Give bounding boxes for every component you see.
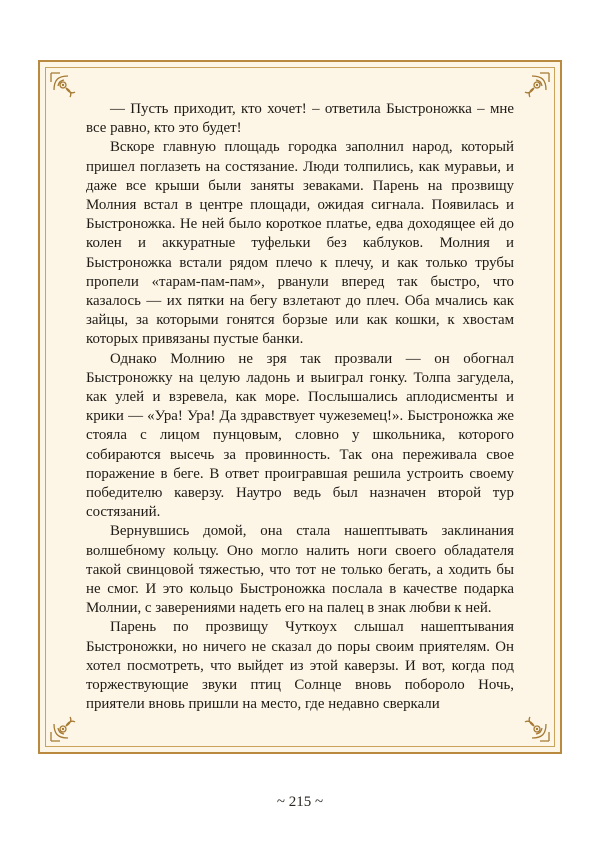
corner-ornament-icon [522,70,552,100]
paragraph: Однако Молнию не зря так прозвали — он обогнал Быстроножку на целую ладонь и выиграл гонку. Толпа загудела, как улей и взревела, как море. Послышались аплодисменты и крики — «Ура! Ура! Да здравствует чужеземец!». Быстроножка же стояла с лицом пунцовым, словно у школьника, которого собираются высечь за провинность. Так она переживала свое поражение в беге. В ответ проигравшая решила устроить своему победителю каверзу. Наутро ведь был назначен второй тур состязаний. [86,350,514,521]
paragraph: Вернувшись домой, она стала нашептывать заклинания волшебному кольцу. Оно могло налить ноги своего обладателя такой свинцовой тяжестью, что тот не только бегать, а ходить бы не смог. И это кольцо Быстроножка послала в качестве подарка Молнии, с заверениями надеть его на палец в знак любви к ней. [86,523,514,617]
paragraph: Вскоре главную площадь городка заполнил народ, который пришел поглазеть на состязание. Люди толпились, как муравьи, и даже все крыши были заняты зеваками. Парень на прозвищу Молния встал в центре площади, ожидая сигнала. Появилась и Быстроножка. Не ней было короткое платье, едва доходящее ей до колен и аккуратные туфельки без каблуков. Молния и Быстроножка встали рядом плечо к плечу, и как только трубы пропели «тарам-пам-пам», рванули вперед так быстро, что казалось — их пятки на бегу взлетают до плеч. Оба мчались как зайцы, за которыми гонятся борзые или как кошки, к хвостам которых привязаны пустые банки. [86,139,514,348]
paragraph: Парень по прозвищу Чуткоух слышал нашептывания Быстроножки, но ничего не сказал до поры своим приятелям. Он хотел посмотреть, что выйдет из этой каверзы. И вот, когда под торжествующие звуки птиц Солнце вновь побороло Ночь, приятели вновь пришли на место, где недавно сверкали [86,619,514,713]
story-text [86,100,514,715]
corner-ornament-icon [48,70,78,100]
corner-ornament-icon [522,714,552,744]
corner-ornament-icon [48,714,78,744]
paragraph: — Пусть приходит, кто хочет! – ответила Быстроножка – мне все равно, кто это будет! [86,101,514,137]
page-number: ~ 215 ~ [276,794,324,810]
